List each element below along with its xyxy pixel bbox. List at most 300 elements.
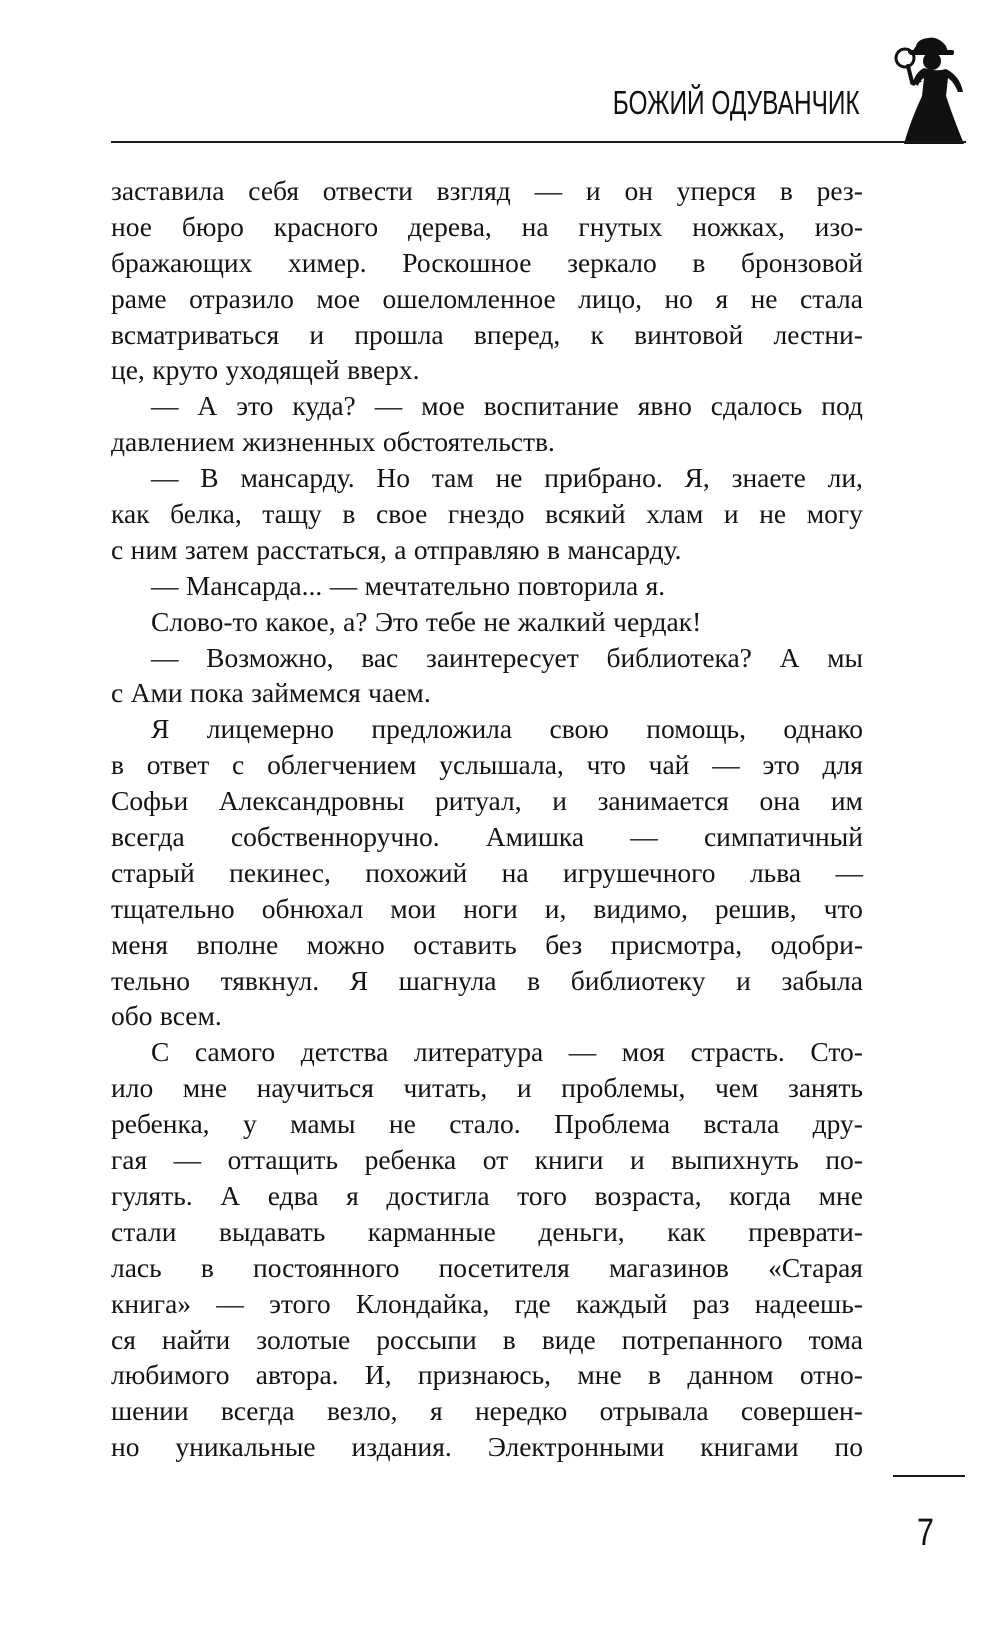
word: однако (783, 713, 863, 745)
word: ли, (827, 462, 863, 494)
word: И, (364, 1359, 392, 1391)
word: уходящей (225, 354, 340, 386)
word: посетителя (438, 1251, 570, 1283)
word: пока (190, 677, 244, 709)
word: ним (130, 533, 178, 565)
text-line (111, 209, 863, 245)
word: того (517, 1179, 567, 1211)
word: Слово-то (151, 605, 258, 637)
word: самого (194, 1036, 276, 1068)
word: винтовой (634, 318, 744, 350)
word: меня (111, 928, 168, 960)
word: мечтательно (364, 569, 511, 601)
word: Но (376, 462, 410, 494)
word: Это (374, 605, 419, 637)
word: ошеломленное (382, 282, 556, 314)
word: давлением (111, 426, 235, 458)
text-line (111, 1250, 863, 1286)
word: — (712, 749, 740, 781)
word: что (586, 749, 626, 781)
word: где (514, 1287, 551, 1319)
word: я (715, 282, 729, 314)
word: решив, (714, 892, 797, 924)
word: библиотека? (606, 641, 752, 673)
word: деньги, (538, 1215, 625, 1247)
word: выдавать (218, 1215, 326, 1247)
word: издания. (351, 1431, 452, 1463)
word: лицемерно (206, 713, 334, 745)
word: — (835, 856, 863, 888)
word: старый (111, 856, 195, 888)
word: знаете (731, 462, 806, 494)
word: не (495, 462, 523, 494)
word: как (111, 498, 150, 530)
word: присмотра, (610, 928, 743, 960)
word: забыла (781, 964, 863, 996)
word: бронзовой (741, 246, 863, 278)
word: без (545, 928, 583, 960)
text-line (111, 1286, 863, 1322)
word: совершен- (740, 1395, 863, 1427)
text-line (111, 640, 863, 676)
word: воспитание (483, 390, 619, 422)
word: она (759, 785, 801, 817)
word: Мансарда... (185, 569, 323, 601)
word: свою (549, 713, 609, 745)
word: какое, (265, 605, 336, 637)
word: всем. (159, 1000, 222, 1032)
text-line (111, 424, 863, 460)
text-line (111, 496, 863, 532)
word: в (779, 175, 793, 206)
word: — (151, 390, 179, 422)
word: под (821, 390, 863, 422)
word: ило (111, 1072, 154, 1104)
word: стало. (449, 1108, 521, 1140)
word: потрепанного (621, 1323, 783, 1355)
word: расстаться, (256, 533, 387, 565)
word: белка, (170, 498, 242, 530)
word: ритуал, (435, 785, 522, 817)
word: «Старая (768, 1251, 863, 1283)
word: отвести (322, 175, 413, 206)
word: этого (269, 1287, 331, 1319)
word: отно- (799, 1359, 863, 1391)
word: занимается (597, 785, 729, 817)
text-line (111, 1070, 863, 1106)
word: заинтересует (425, 641, 579, 673)
word: льва (749, 856, 802, 888)
word: круто (152, 354, 219, 386)
word: — (534, 175, 563, 206)
text-line (111, 1429, 863, 1465)
word: всякий (545, 498, 626, 530)
word: найти (161, 1323, 231, 1355)
word: я (429, 1395, 443, 1427)
word: с (232, 749, 245, 781)
word: с (111, 533, 124, 565)
word: надеешь- (754, 1287, 863, 1319)
word: и (723, 498, 739, 530)
text-line (111, 1357, 863, 1393)
text-line (111, 1393, 863, 1429)
word: мое (316, 282, 361, 314)
word: вас (361, 641, 399, 673)
word: химер. (287, 246, 367, 278)
text-line (111, 1034, 863, 1070)
word: в (692, 246, 706, 278)
page-number: 7 (917, 1512, 934, 1554)
word: дерева, (407, 210, 492, 242)
word: Проблема (554, 1108, 671, 1140)
word: всегда (220, 1395, 295, 1427)
text-line (111, 855, 863, 891)
word: услышала, (439, 749, 564, 781)
word: встала (703, 1108, 780, 1140)
word: в (546, 533, 560, 565)
word: обо (111, 1000, 153, 1032)
word: мои (390, 892, 437, 924)
word: чай (648, 749, 690, 781)
word: едва (267, 1179, 319, 1211)
word: Амишка (485, 821, 585, 853)
word: це, (111, 354, 145, 386)
word: мамы (290, 1108, 356, 1140)
word: Сто- (810, 1036, 863, 1068)
word: отправляю (413, 533, 540, 565)
word: книгами (700, 1431, 799, 1463)
word: повторила (517, 569, 639, 601)
word: свое (375, 498, 428, 530)
text-line (111, 711, 863, 747)
word: раз (692, 1287, 730, 1319)
word: отразило (189, 282, 294, 314)
word: оставить (413, 928, 517, 960)
text-line (111, 1214, 863, 1250)
word: чем (714, 1072, 759, 1104)
word: я (346, 1179, 359, 1211)
word: а? (343, 605, 368, 637)
text-line (111, 1142, 863, 1178)
word: — (329, 569, 358, 601)
word: вперед, (473, 318, 561, 350)
word: стали (111, 1215, 177, 1247)
word: вполне (196, 928, 279, 960)
word: помощь, (646, 713, 746, 745)
word: игрушечного (563, 856, 716, 888)
text-line (111, 747, 863, 783)
word: тельно (111, 964, 190, 996)
word: и, (544, 892, 567, 924)
text-line (111, 998, 863, 1034)
word: занять (787, 1072, 863, 1104)
word: и (309, 318, 325, 350)
word: с (111, 677, 124, 709)
header-rule (111, 141, 966, 143)
text-line (111, 281, 863, 317)
word: не (759, 498, 787, 530)
word: читать, (403, 1072, 488, 1104)
word: А (197, 390, 218, 422)
word: займемся (251, 677, 361, 709)
word: постоянного (253, 1251, 400, 1283)
word: не (750, 282, 778, 314)
word: и (585, 175, 601, 206)
word: видимо, (593, 892, 688, 924)
word: всегда (111, 821, 185, 853)
word: и (516, 1072, 532, 1104)
word: Ами (130, 677, 183, 709)
word: в (648, 1359, 662, 1391)
word: Возможно, (206, 641, 334, 673)
word: одобри- (770, 928, 863, 960)
word: явно (637, 390, 692, 422)
word: себя (248, 175, 299, 206)
word: — (151, 569, 179, 601)
text-line (111, 388, 863, 424)
word: предложила (371, 713, 513, 745)
word: мне (577, 1359, 622, 1391)
word: хлам (646, 498, 704, 530)
word: тебе (425, 605, 476, 637)
word: но (664, 282, 693, 314)
text-line (111, 783, 863, 819)
word: обнюхал (261, 892, 364, 924)
word: ноги (463, 892, 518, 924)
text-line (111, 963, 863, 999)
word: оттащить (227, 1144, 339, 1176)
running-head (0, 0, 1000, 150)
word: для (822, 749, 863, 781)
word: там (431, 462, 474, 494)
word: по (834, 1431, 863, 1463)
word: на (501, 856, 529, 888)
word: мне (182, 1072, 228, 1104)
word: А (220, 1179, 241, 1211)
word: гулять. (111, 1179, 193, 1211)
book-title: БОЖИЙ ОДУВАНЧИК (613, 84, 860, 121)
text-line (111, 317, 863, 353)
text-line (111, 460, 863, 496)
word: лестни- (773, 318, 863, 350)
word: я. (645, 569, 666, 601)
word: ответ (146, 749, 210, 781)
word: им (830, 785, 863, 817)
word: облегчением (267, 749, 417, 781)
word: а (394, 533, 407, 565)
text-line (111, 1178, 863, 1214)
word: — (630, 821, 658, 853)
text-line (111, 604, 863, 640)
word: уперся (676, 175, 756, 206)
word: гнездо (447, 498, 525, 530)
word: похожий (365, 856, 468, 888)
word: Роскошное (402, 246, 532, 278)
word: научиться (256, 1072, 374, 1104)
word: чаем. (368, 677, 431, 709)
text-line (111, 245, 863, 281)
word: преврати- (748, 1215, 863, 1247)
word: но (111, 1431, 140, 1463)
word: — (374, 390, 403, 422)
word: сдалось (710, 390, 803, 422)
word: данном (687, 1359, 774, 1391)
word: виде (541, 1323, 596, 1355)
detective-silhouette-icon (888, 30, 974, 146)
text-line (111, 1106, 863, 1142)
word: — (151, 641, 179, 673)
word: к (590, 318, 604, 350)
word: гая (111, 1144, 148, 1176)
word: мое (421, 390, 465, 422)
word: ребенка (364, 1144, 457, 1176)
word: раме (111, 282, 167, 314)
text-line (111, 675, 863, 711)
word: это (236, 390, 274, 422)
word: Я (151, 713, 170, 745)
word: тщательно (111, 892, 235, 924)
word: когда (729, 1179, 791, 1211)
word: и (629, 1144, 645, 1176)
word: мне (818, 1179, 863, 1211)
word: бюро (181, 210, 244, 242)
word: обстоятельств. (382, 426, 555, 458)
word: Софьи (111, 785, 189, 817)
word: признаюсь, (417, 1359, 552, 1391)
word: и (552, 785, 567, 817)
word: Клондайка, (355, 1287, 490, 1319)
word: собственноручно. (230, 821, 440, 853)
word: отрывала (599, 1395, 709, 1427)
word: Я (349, 964, 369, 996)
text-line (111, 891, 863, 927)
word: чердак! (613, 605, 702, 637)
text-line (111, 568, 863, 604)
word: достигла (386, 1179, 490, 1211)
word: — (568, 1036, 597, 1068)
word: ное (111, 210, 153, 242)
text-line (111, 819, 863, 855)
word: прибрано. (544, 462, 663, 494)
word: это (762, 749, 800, 781)
word: Электронными (487, 1431, 665, 1463)
word: в (111, 749, 124, 781)
word: везло, (326, 1395, 398, 1427)
word: ребенка, (111, 1108, 210, 1140)
word: любимого (111, 1359, 230, 1391)
footer-rule (893, 1475, 965, 1477)
word: и (736, 964, 751, 996)
text-line (111, 173, 863, 209)
word: куда? (292, 390, 356, 422)
word: А (779, 641, 800, 673)
word: В (200, 462, 219, 494)
text-line (111, 352, 863, 388)
word: лась (111, 1251, 162, 1283)
word: симпатичный (703, 821, 863, 853)
word: нередко (474, 1395, 568, 1427)
word: в (527, 964, 541, 996)
word: что (823, 892, 863, 924)
word: С (151, 1036, 170, 1068)
text-line (111, 927, 863, 963)
word: от (482, 1144, 509, 1176)
page-body-text (111, 173, 863, 1465)
word: моя (621, 1036, 666, 1068)
word: тащу (262, 498, 322, 530)
word: заставила (111, 175, 225, 206)
word: бражающих (111, 246, 253, 278)
word: выпихнуть (671, 1144, 799, 1176)
word: шагнула (398, 964, 497, 996)
word: россыпи (376, 1323, 477, 1355)
word: зеркало (567, 246, 657, 278)
word: пекинес, (229, 856, 331, 888)
word: затем (184, 533, 249, 565)
word: гнутых (578, 210, 663, 242)
word: золотые (256, 1323, 351, 1355)
text-line (111, 1322, 863, 1358)
word: стала (800, 282, 863, 314)
word: не (388, 1108, 416, 1140)
word: литература (413, 1036, 544, 1068)
word: — (151, 462, 179, 494)
word: в (200, 1251, 214, 1283)
text-line (111, 532, 863, 568)
word: уникальные (175, 1431, 316, 1463)
word: страсть. (690, 1036, 785, 1068)
word: тома (808, 1323, 863, 1355)
word: автора. (255, 1359, 339, 1391)
word: могу (806, 498, 863, 530)
word: взгляд (436, 175, 511, 206)
word: библиотеку (570, 964, 706, 996)
word: не (483, 605, 511, 637)
word: тявкнул. (220, 964, 320, 996)
word: Александровны (218, 785, 405, 817)
word: можно (306, 928, 385, 960)
word: возраста, (594, 1179, 702, 1211)
word: книга» (111, 1287, 192, 1319)
word: по- (825, 1144, 863, 1176)
word: на (521, 210, 549, 242)
word: жизненных (242, 426, 376, 458)
word: дру- (812, 1108, 863, 1140)
word: жалкий (517, 605, 606, 637)
word: шении (111, 1395, 189, 1427)
word: мансарду. (567, 533, 682, 565)
word: ножках, (692, 210, 785, 242)
word: — (216, 1287, 244, 1319)
word: — (173, 1144, 202, 1176)
word: рез- (816, 175, 863, 206)
word: изо- (814, 210, 863, 242)
word: ся (111, 1323, 136, 1355)
word: у (242, 1108, 257, 1140)
word: каждый (576, 1287, 668, 1319)
word: мансарду. (240, 462, 355, 494)
word: в (502, 1323, 516, 1355)
word: прошла (354, 318, 444, 350)
word: вверх. (347, 354, 420, 386)
word: проблемы, (561, 1072, 686, 1104)
word: в (342, 498, 356, 530)
word: красного (273, 210, 379, 242)
word: лицо, (578, 282, 642, 314)
word: всматриваться (111, 318, 280, 350)
word: детства (300, 1036, 389, 1068)
word: магазинов (608, 1251, 729, 1283)
